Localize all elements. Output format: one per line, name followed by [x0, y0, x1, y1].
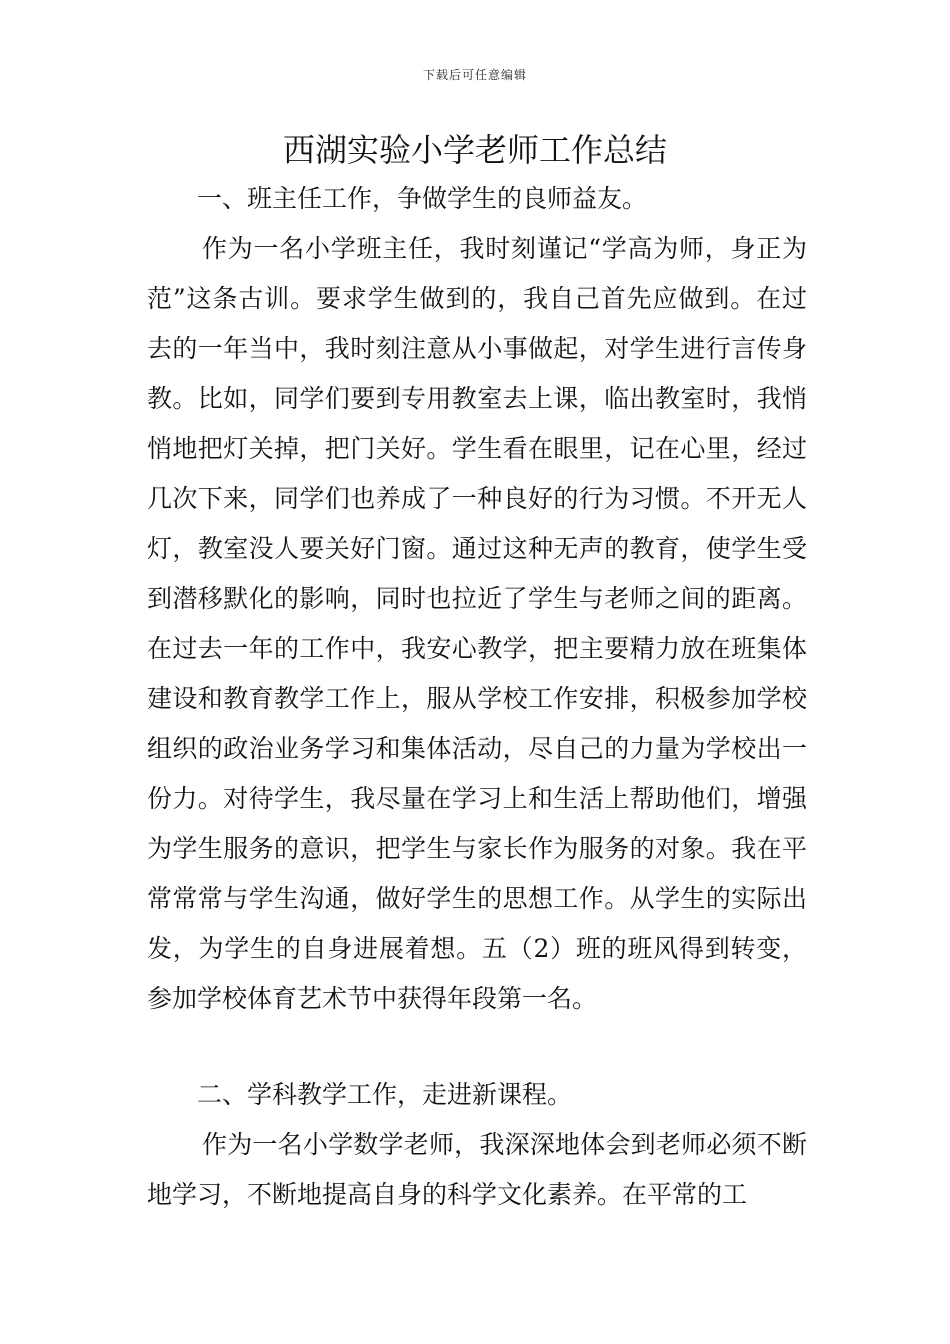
section-1-heading: 一、班主任工作，争做学生的良师益友。 — [197, 184, 648, 213]
document-title: 西湖实验小学老师工作总结 — [282, 131, 667, 169]
page-header-note: 下载后可任意编辑 — [422, 68, 527, 82]
section-2-paragraph: 作为一名小学数学老师，我深深地体会到老师必须不断地学习，不断地提高自身的科学文化素养。在平常的工 — [147, 1130, 807, 1209]
section-2-heading: 二、学科教学工作，走进新课程。 — [197, 1080, 573, 1109]
section-1-paragraph: 作为一名小学班主任，我时刻谨记“学高为师，身正为范”这条古训。要求学生做到的，我自己首先应做到。在过去的一年当中，我时刻注意从小事做起，对学生进行言传身教。比如，同学们要到专用教室去上课，临出教室时，我悄悄地把灯关掉，把门关好。学生看在眼里，记在心里，经过几次下来，同学们也养成了一种良好的行为习惯。不开无人灯，教室没人要关好门窗。通过这种无声的教育，使学生受到潜移默化的影响，同时也拉近了学生与老师之间的距离。在过去一年的工作中，我安心教学，把主要精力放在班集体建设和教育教学工作上，服从学校工作安排，积极参加学校组织的政治业务学习和集体活动，尽自己的力量为学校出一份力。对待学生，我尽量在学习上和生活上帮助他们，增强为学生服务的意识，把学生与家长作为服务的对象。我在平常常常与学生沟通，做好学生的思想工作。从学生的实际出发，为学生的自身进展着想。五（2）班的班风得到转变，参加学校体育艺术节中获得年段第一名。 — [147, 234, 807, 1013]
